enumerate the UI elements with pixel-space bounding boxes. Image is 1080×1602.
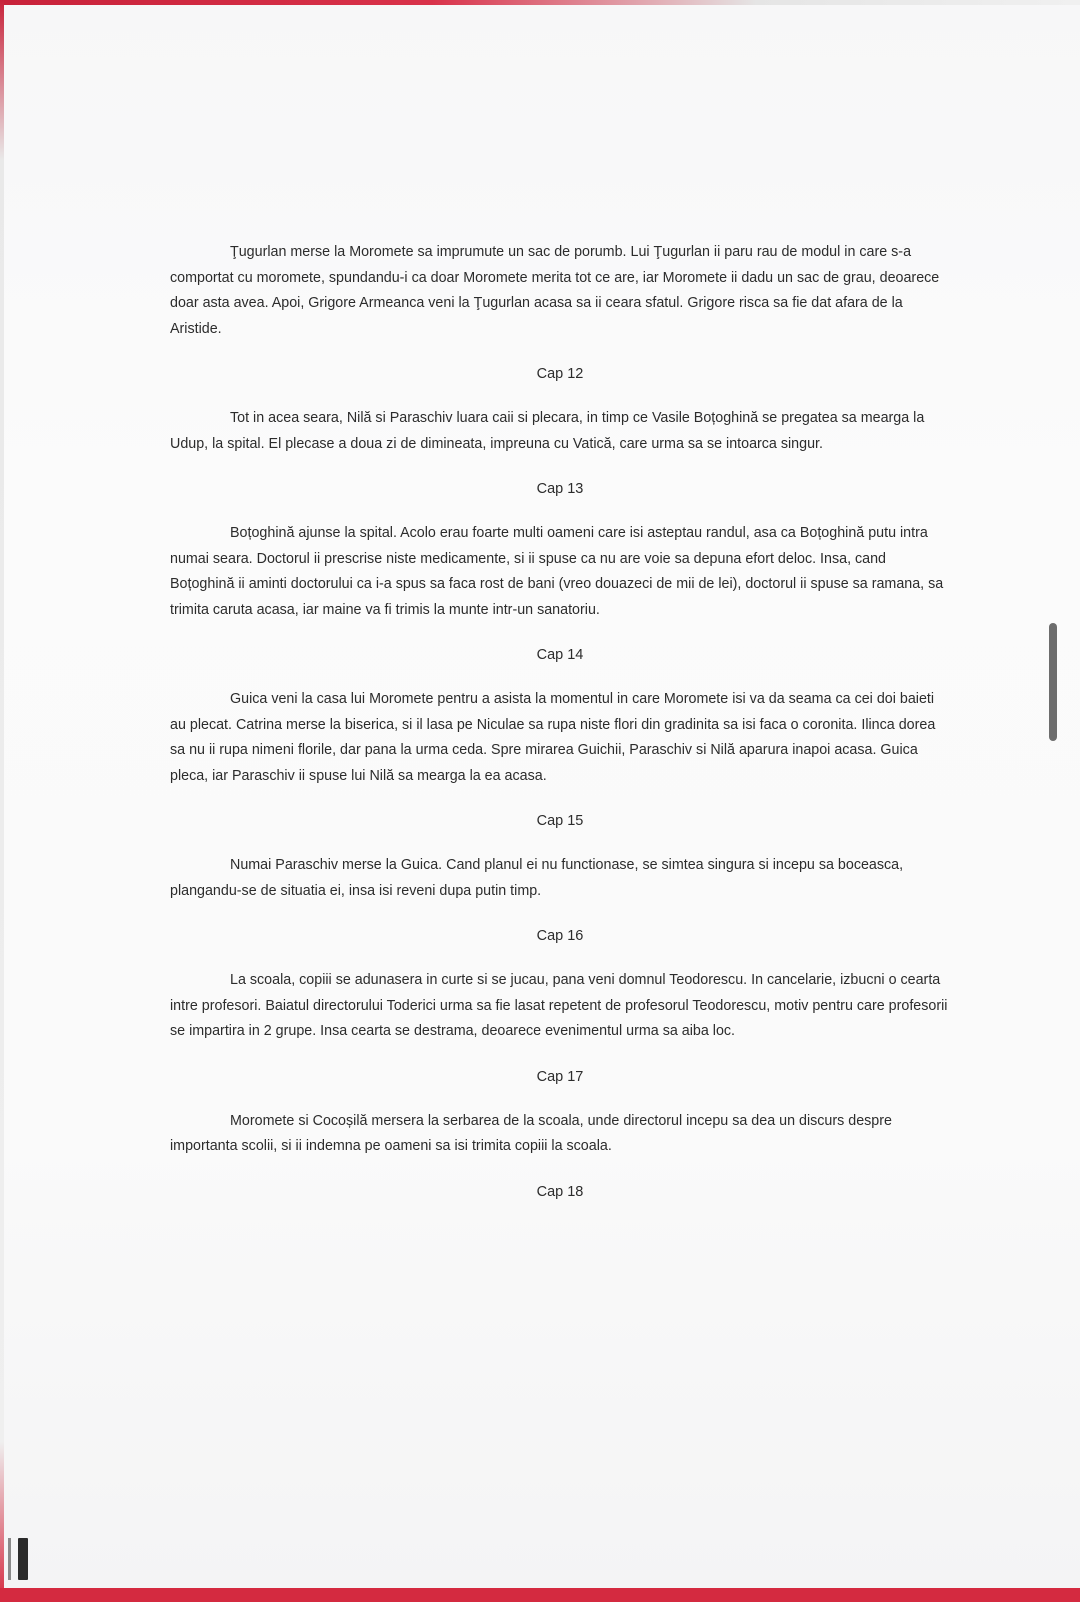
paragraph-cap-17: Moromete si Cocoșilă mersera la serbarea de la scoala, unde directorul incepu sa dea un discurs despre importanta scolii, si ii indemna pe oameni sa isi trimita copiii la scoala. (170, 1112, 892, 1154)
scrollbar-thumb[interactable] (1049, 623, 1057, 741)
page-top-edge (0, 0, 1080, 5)
page-left-edge (0, 0, 4, 1602)
chapter-heading-15: Cap 15 (536, 813, 584, 829)
document-body (170, 240, 950, 1224)
chapter-heading-14: Cap 14 (536, 647, 584, 663)
paragraph-cap-15: Numai Paraschiv merse la Guica. Cand planul ei nu functionase, se simtea singura si incepu sa boceasca, plangandu-se de situatia ei, insa isi reveni dupa putin timp. (170, 857, 904, 899)
chapter-heading-16: Cap 16 (536, 928, 584, 944)
corner-mark-thin (8, 1538, 11, 1580)
chapter-heading-12: Cap 12 (536, 366, 584, 382)
paragraph-cap-13: Boțoghină ajunse la spital. Acolo erau foarte multi oameni care isi asteptau randul, asa ca Boțoghină putu intra numai seara. Doctorul ii prescrise niste medicamente, si ii spuse ca nu are voie sa depuna efort deloc. Insa, cand Boțoghină ii aminti doctorului ca i-a spus sa faca rost de bani (vreo douazeci de mii de lei), doctorul ii spuse sa ramana, sa trimita caruta acasa, iar maine va fi trimis la munte intr-un sanatoriu. (170, 525, 944, 618)
paragraph-tugurlan: Ţugurlan merse la Moromete sa imprumute un sac de porumb. Lui Ţugurlan ii paru rau de modul in care s-a comportat cu moromete, spundandu-i ca doar Moromete merita tot ce are, iar Moromete ii dadu un sac de grau, deoarece doar asta avea. Apoi, Grigore Armeanca veni la Ţugurlan acasa sa ii ceara sfatul. Grigore risca sa fie dat afara de la Aristide. (170, 244, 940, 337)
page-bottom-edge (0, 1588, 1080, 1602)
paragraph-cap-14: Guica veni la casa lui Moromete pentru a asista la momentul in care Moromete isi va da seama ca cei doi baieti au plecat. Catrina merse la biserica, si il lasa pe Niculae sa rupa niste flori din gradinita sa isi faca o coronita. Ilinca dorea sa nu ii rupa nimeni florile, dar pana la urma ceda. Spre mirarea Guichii, Paraschiv si Nilă aparura inapoi acasa. Guica pleca, iar Paraschiv ii spuse lui Nilă sa mearga la ea acasa. (170, 691, 936, 784)
corner-mark (18, 1538, 28, 1580)
chapter-heading-13: Cap 13 (536, 481, 584, 497)
chapter-heading-17: Cap 17 (536, 1068, 584, 1085)
chapter-heading-18: Cap 18 (536, 1183, 584, 1200)
paragraph-cap-12: Tot in acea seara, Nilă si Paraschiv luara caii si plecara, in timp ce Vasile Boțoghină se pregatea sa mearga la Udup, la spital. El plecase a doua zi de dimineata, impreuna cu Vatică, care urma sa se intoarca singur. (170, 410, 925, 452)
paragraph-cap-16: La scoala, copiii se adunasera in curte si se jucau, pana veni domnul Teodorescu. In cancelarie, izbucni o cearta intre profesori. Baiatul directorului Toderici urma sa fie lasat repetent de profesorul Teodorescu, motiv pentru care profesorii se impartira in 2 grupe. Insa cearta se destrama, deoarece evenimentul urma sa aiba loc. (170, 972, 948, 1039)
